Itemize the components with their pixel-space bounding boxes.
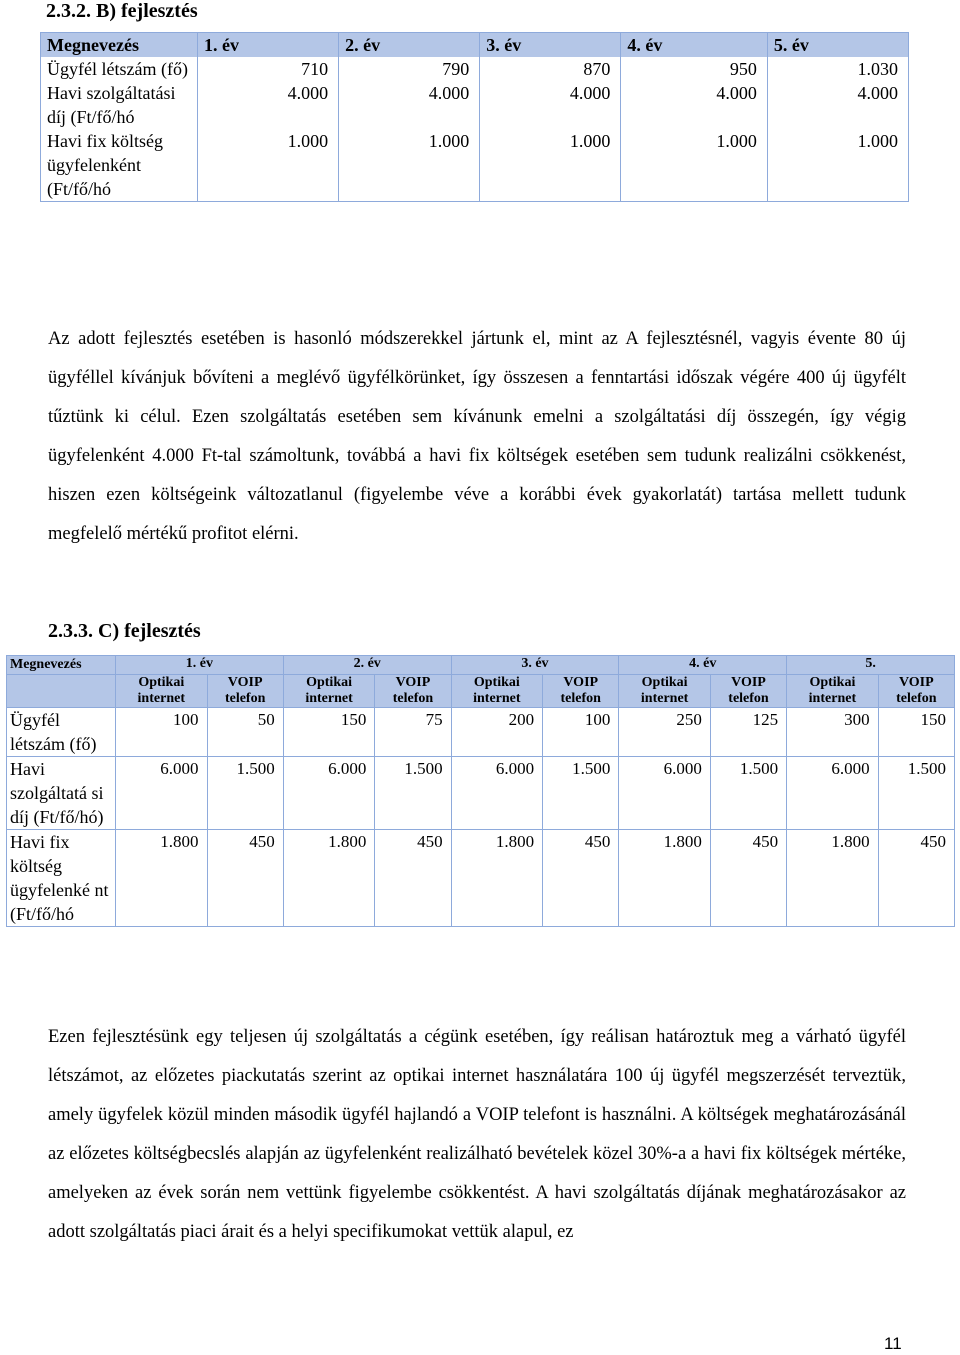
col-subheader: Optikai internet (619, 675, 711, 708)
cell: 1.800 (116, 830, 208, 927)
cell: 4.000 (339, 81, 480, 129)
cell: 1.500 (375, 757, 451, 830)
col-header: 1. év (198, 33, 339, 58)
row-label: Ügyfél létszám (fő) (7, 708, 116, 757)
cell: 4.000 (767, 81, 908, 129)
col-header: 2. év (283, 656, 451, 675)
col-header: 5. év (767, 33, 908, 58)
table-c (6, 655, 955, 927)
row-label: Havi fix költség ügyfelenként (Ft/fő/hó (41, 129, 198, 202)
cell: 100 (543, 708, 619, 757)
table-row (7, 708, 955, 757)
col-subheader: VOIP telefon (543, 675, 619, 708)
cell: 4.000 (621, 81, 767, 129)
col-subheader: VOIP telefon (710, 675, 786, 708)
col-header: 2. év (339, 33, 480, 58)
table-row (7, 757, 955, 830)
table-row (41, 81, 909, 129)
cell: 6.000 (283, 757, 375, 830)
cell: 1.500 (878, 757, 954, 830)
table-row (41, 57, 909, 81)
col-subheader: VOIP telefon (207, 675, 283, 708)
col-header: 5. (787, 656, 955, 675)
empty-cell (7, 675, 116, 708)
cell: 1.800 (619, 830, 711, 927)
row-label: Havi szolgáltatási díj (Ft/fő/hó (41, 81, 198, 129)
col-subheader: VOIP telefon (878, 675, 954, 708)
col-subheader: Optikai internet (283, 675, 375, 708)
col-header: 1. év (116, 656, 284, 675)
cell: 1.000 (621, 129, 767, 202)
col-subheader: VOIP telefon (375, 675, 451, 708)
cell: 1.800 (451, 830, 543, 927)
cell: 6.000 (787, 757, 879, 830)
table-header-row (7, 656, 955, 675)
page-number: 11 (884, 1334, 902, 1353)
row-label: Havi fix költség ügyfelenké nt (Ft/fő/hó (7, 830, 116, 927)
cell: 1.500 (207, 757, 283, 830)
cell: 870 (480, 57, 621, 81)
cell: 1.000 (767, 129, 908, 202)
row-label: Havi szolgáltatá si díj (Ft/fő/hó) (7, 757, 116, 830)
col-header: Megnevezés (41, 33, 198, 58)
cell: 450 (543, 830, 619, 927)
cell: 100 (116, 708, 208, 757)
cell: 1.000 (339, 129, 480, 202)
table-b (40, 32, 909, 202)
cell: 75 (375, 708, 451, 757)
cell: 790 (339, 57, 480, 81)
col-header: 4. év (621, 33, 767, 58)
table-row (41, 129, 909, 202)
cell: 50 (207, 708, 283, 757)
cell: 150 (283, 708, 375, 757)
cell: 4.000 (198, 81, 339, 129)
cell: 450 (375, 830, 451, 927)
cell: 6.000 (116, 757, 208, 830)
cell: 125 (710, 708, 786, 757)
col-header: 3. év (451, 656, 619, 675)
col-header: 3. év (480, 33, 621, 58)
cell: 4.000 (480, 81, 621, 129)
col-subheader: Optikai internet (451, 675, 543, 708)
col-subheader: Optikai internet (787, 675, 879, 708)
cell: 6.000 (451, 757, 543, 830)
cell: 950 (621, 57, 767, 81)
cell: 1.030 (767, 57, 908, 81)
cell: 710 (198, 57, 339, 81)
table-subheader-row (7, 675, 955, 708)
cell: 300 (787, 708, 879, 757)
cell: 1.000 (198, 129, 339, 202)
cell: 450 (878, 830, 954, 927)
cell: 450 (207, 830, 283, 927)
cell: 1.800 (787, 830, 879, 927)
cell: 1.500 (543, 757, 619, 830)
cell: 1.000 (480, 129, 621, 202)
paragraph-c: Ezen fejlesztésünk egy teljesen új szolgáltatás a cégünk esetében, így reálisan határoztuk meg a várható ügyfél létszámot, az előzetes piackutatás szerint az optikai internet használatára 100 új ügyfél megszerzését terveztük, amely ügyfelek közül minden második ügyfél hajlandó a VOIP telefont is használni. A költségek meghatározásánál az előzetes költségbecslés alapján az ügyfelenként realizálható bevételek közel 30%-a a havi fix költségek mértéke, amelyeken az évek során nem vettünk figyelembe csökkentést. A havi szolgáltatás díjának meghatározásakor az adott szolgáltatás piaci árait és a helyi specifikumokat vettük alapul, ez (48, 1027, 906, 1242)
cell: 200 (451, 708, 543, 757)
table-row (7, 830, 955, 927)
cell: 150 (878, 708, 954, 757)
cell: 250 (619, 708, 711, 757)
col-subheader: Optikai internet (116, 675, 208, 708)
cell: 450 (710, 830, 786, 927)
section-c-heading: 2.3.3. C) fejlesztés (48, 620, 201, 642)
cell: 1.800 (283, 830, 375, 927)
table-header-row (41, 33, 909, 58)
col-header: 4. év (619, 656, 787, 675)
col-header: Megnevezés (7, 656, 116, 675)
cell: 6.000 (619, 757, 711, 830)
cell: 1.500 (710, 757, 786, 830)
section-b-heading: 2.3.2. B) fejlesztés (46, 0, 198, 22)
row-label: Ügyfél létszám (fő) (41, 57, 198, 81)
paragraph-b: Az adott fejlesztés esetében is hasonló módszerekkel jártunk el, mint az A fejlesztésnél, vagyis évente 80 új ügyféllel kívánjuk bővíteni a meglévő ügyfélkörünket, így összesen a fenntartási időszak végére 400 új ügyfélt tűztünk ki célul. Ezen szolgáltatás esetében sem kívánunk emelni a szolgáltatási díj összegén, így végig ügyfelenként 4.000 Ft-tal számoltunk, továbbá a havi fix költségek esetében sem tudunk realizálni csökkenést, hiszen ezen költségeink változatlanul (figyelembe véve a korábbi évek gyakorlatát) tartása mellett tudunk megfelelő mértékű profitot elérni. (48, 329, 906, 544)
